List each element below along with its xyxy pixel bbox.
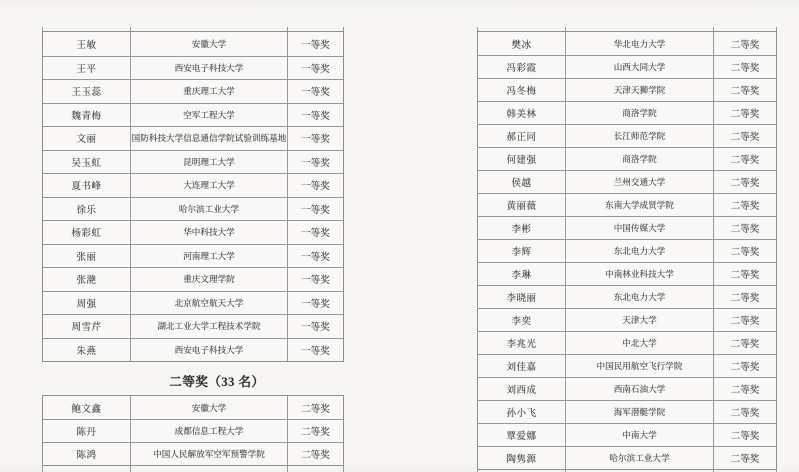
award-level-cell: 二等奖 — [713, 263, 776, 285]
award-level-cell: 二等奖 — [713, 194, 776, 216]
award-level-cell: 二等奖 — [713, 286, 776, 308]
winner-name-cell: 覃爱娜 — [506, 432, 537, 442]
table-row — [43, 396, 343, 419]
winner-name-cell: 张丽 — [76, 252, 97, 263]
winner-name-cell: 孙小飞 — [506, 409, 537, 419]
award-level-cell: 二等奖 — [713, 401, 776, 423]
winner-name-cell: 王玉蕊 — [71, 88, 102, 99]
award-level-cell: 一等奖 — [287, 80, 343, 103]
university-cell: 大连理工大学 — [130, 174, 287, 197]
table-row — [478, 285, 776, 308]
table-row — [43, 103, 343, 127]
table-border-line — [565, 468, 713, 472]
table-row — [43, 314, 343, 338]
table-row — [43, 173, 343, 197]
winner-name-cell: 徐乐 — [76, 205, 97, 216]
award-level-cell: 二等奖 — [713, 148, 776, 170]
winner-name-cell: 李琳 — [511, 271, 532, 281]
winner-name-cell: 冯彩霞 — [506, 64, 537, 74]
winner-name-cell: 王敏 — [76, 40, 97, 51]
university-cell: 湖北工业大学工程技术学院 — [130, 315, 287, 338]
university-cell: 西南石油大学 — [565, 378, 713, 400]
award-level-cell: 二等奖 — [287, 420, 343, 442]
award-level-cell: 一等奖 — [287, 104, 343, 127]
winner-name-cell: 李奕 — [511, 317, 532, 327]
table-row — [478, 446, 776, 469]
winner-name-cell: 刘佳嘉 — [506, 363, 537, 373]
award-level-cell: 二等奖 — [713, 424, 776, 446]
second-prize-table-left — [42, 395, 344, 466]
table-row — [478, 55, 776, 78]
award-level-cell: 二等奖 — [713, 32, 776, 55]
university-cell: 山西大同大学 — [565, 56, 713, 78]
university-cell: 昆明理工大学 — [130, 151, 287, 174]
table-row — [43, 267, 343, 291]
award-level-cell: 二等奖 — [287, 396, 343, 419]
university-cell: 华中科技大学 — [130, 221, 287, 244]
award-level-cell: 一等奖 — [287, 268, 343, 291]
cropped-row-stub-bottom-left — [42, 464, 344, 472]
table-row — [43, 150, 343, 174]
winner-name-cell: 李辉 — [511, 248, 532, 258]
table-row — [43, 291, 343, 315]
winner-name-cell: 张滟 — [76, 276, 97, 287]
award-level-cell: 二等奖 — [713, 171, 776, 193]
winner-name-cell: 黄丽薇 — [506, 202, 537, 212]
table-row — [43, 56, 343, 80]
award-level-cell: 一等奖 — [287, 32, 343, 56]
table-row — [478, 193, 776, 216]
university-cell: 东北电力大学 — [565, 240, 713, 262]
award-level-cell: 二等奖 — [713, 309, 776, 331]
university-cell: 东北电力大学 — [565, 286, 713, 308]
winner-name-cell: 吴玉虹 — [71, 158, 102, 169]
winner-name-cell: 樊冰 — [511, 40, 532, 51]
university-cell: 海军潜艇学院 — [565, 401, 713, 423]
table-border-line — [713, 468, 777, 472]
award-level-cell: 一等奖 — [287, 315, 343, 338]
award-level-cell: 二等奖 — [713, 102, 776, 124]
table-row — [43, 419, 343, 442]
award-level-cell: 一等奖 — [287, 339, 343, 362]
award-level-cell: 二等奖 — [713, 447, 776, 469]
table-row — [478, 170, 776, 193]
second-prize-section-header: 二等奖（33 名） — [169, 375, 265, 389]
university-cell: 西安电子科技大学 — [130, 57, 287, 80]
university-cell: 长江师范学院 — [565, 125, 713, 147]
winner-name-cell: 李晓丽 — [506, 294, 537, 304]
winner-name-cell: 鲍文鑫 — [71, 404, 102, 415]
winner-name-cell: 李兆光 — [506, 340, 537, 350]
university-cell: 空军工程大学 — [130, 104, 287, 127]
winner-name-cell: 朱燕 — [76, 346, 97, 357]
table-row — [43, 338, 343, 362]
table-row — [478, 354, 776, 377]
winner-name-cell: 周强 — [76, 299, 97, 310]
university-cell: 东南大学成贤学院 — [565, 194, 713, 216]
university-cell: 天津天狮学院 — [565, 79, 713, 101]
table-row — [478, 262, 776, 285]
award-level-cell: 二等奖 — [287, 443, 343, 465]
winner-name-cell: 陈鸿 — [76, 451, 97, 461]
winner-name-cell: 冯冬梅 — [506, 87, 537, 97]
table-row — [478, 423, 776, 446]
first-prize-table — [42, 31, 344, 362]
university-cell: 成都信息工程大学 — [130, 420, 287, 442]
award-level-cell: 二等奖 — [713, 56, 776, 78]
university-cell: 华北电力大学 — [565, 32, 713, 55]
table-row — [43, 244, 343, 268]
table-border-line — [130, 464, 287, 472]
university-cell: 商洛学院 — [565, 102, 713, 124]
university-cell: 安徽大学 — [130, 396, 287, 419]
winner-name-cell: 陈丹 — [76, 428, 97, 438]
winner-name-cell: 侯越 — [511, 179, 532, 189]
table-border-line — [477, 468, 565, 472]
table-row — [478, 32, 776, 55]
table-row — [478, 124, 776, 147]
award-level-cell: 一等奖 — [287, 198, 343, 221]
winner-name-cell: 陶隽源 — [506, 455, 537, 465]
winner-name-cell: 刘西成 — [506, 386, 537, 396]
university-cell: 国防科技大学信息通信学院试验训练基地 — [130, 127, 287, 150]
university-cell: 天津大学 — [565, 309, 713, 331]
university-cell: 哈尔滨工业大学 — [130, 198, 287, 221]
winner-name-cell: 王平 — [76, 64, 97, 75]
university-cell: 北京航空航天大学 — [130, 292, 287, 315]
university-cell: 重庆文理学院 — [130, 268, 287, 291]
university-cell: 河南理工大学 — [130, 245, 287, 268]
award-level-cell: 一等奖 — [287, 151, 343, 174]
university-cell: 商洛学院 — [565, 148, 713, 170]
university-cell: 中北大学 — [565, 332, 713, 354]
award-level-cell: 二等奖 — [713, 79, 776, 101]
award-level-cell: 二等奖 — [713, 240, 776, 262]
table-row — [43, 197, 343, 221]
university-cell: 安徽大学 — [130, 32, 287, 56]
table-border-line — [42, 464, 130, 472]
winner-name-cell: 韩美林 — [506, 110, 537, 120]
winner-name-cell: 何建强 — [506, 156, 537, 166]
table-row — [43, 126, 343, 150]
university-cell: 中国传媒大学 — [565, 217, 713, 239]
award-level-cell: 二等奖 — [713, 378, 776, 400]
winner-name-cell: 郝正同 — [506, 133, 537, 143]
winner-name-cell: 李彬 — [511, 225, 532, 235]
award-level-cell: 一等奖 — [287, 245, 343, 268]
table-row — [478, 377, 776, 400]
table-row — [43, 442, 343, 465]
university-cell: 中南大学 — [565, 424, 713, 446]
table-border-line — [287, 464, 344, 472]
award-level-cell: 一等奖 — [287, 127, 343, 150]
cropped-row-stub-bottom-right — [477, 468, 777, 472]
university-cell: 重庆理工大学 — [130, 80, 287, 103]
award-level-cell: 二等奖 — [713, 217, 776, 239]
award-level-cell: 一等奖 — [287, 292, 343, 315]
winner-name-cell: 夏书峰 — [71, 182, 102, 193]
award-level-cell: 一等奖 — [287, 57, 343, 80]
award-level-cell: 一等奖 — [287, 221, 343, 244]
university-cell: 中国人民解放军空军预警学院 — [130, 443, 287, 465]
university-cell: 中国民用航空飞行学院 — [565, 355, 713, 377]
table-row — [478, 101, 776, 124]
table-row — [478, 239, 776, 262]
second-prize-table-right — [477, 31, 777, 470]
table-row — [478, 147, 776, 170]
university-cell: 哈尔滨工业大学 — [565, 447, 713, 469]
award-level-cell: 二等奖 — [713, 332, 776, 354]
winner-name-cell: 文丽 — [76, 135, 97, 146]
award-level-cell: 一等奖 — [287, 174, 343, 197]
university-cell: 兰州交通大学 — [565, 171, 713, 193]
award-level-cell: 二等奖 — [713, 355, 776, 377]
university-cell: 中南林业科技大学 — [565, 263, 713, 285]
table-row — [478, 308, 776, 331]
table-row — [478, 78, 776, 101]
table-row — [43, 220, 343, 244]
table-row — [43, 79, 343, 103]
table-row — [478, 400, 776, 423]
award-level-cell: 二等奖 — [713, 125, 776, 147]
table-row — [478, 331, 776, 354]
university-cell: 西安电子科技大学 — [130, 339, 287, 362]
table-row — [43, 32, 343, 56]
winner-name-cell: 杨彩虹 — [71, 229, 102, 240]
table-row — [478, 216, 776, 239]
winner-name-cell: 魏青梅 — [71, 111, 102, 122]
winner-name-cell: 周雪芹 — [71, 323, 102, 334]
